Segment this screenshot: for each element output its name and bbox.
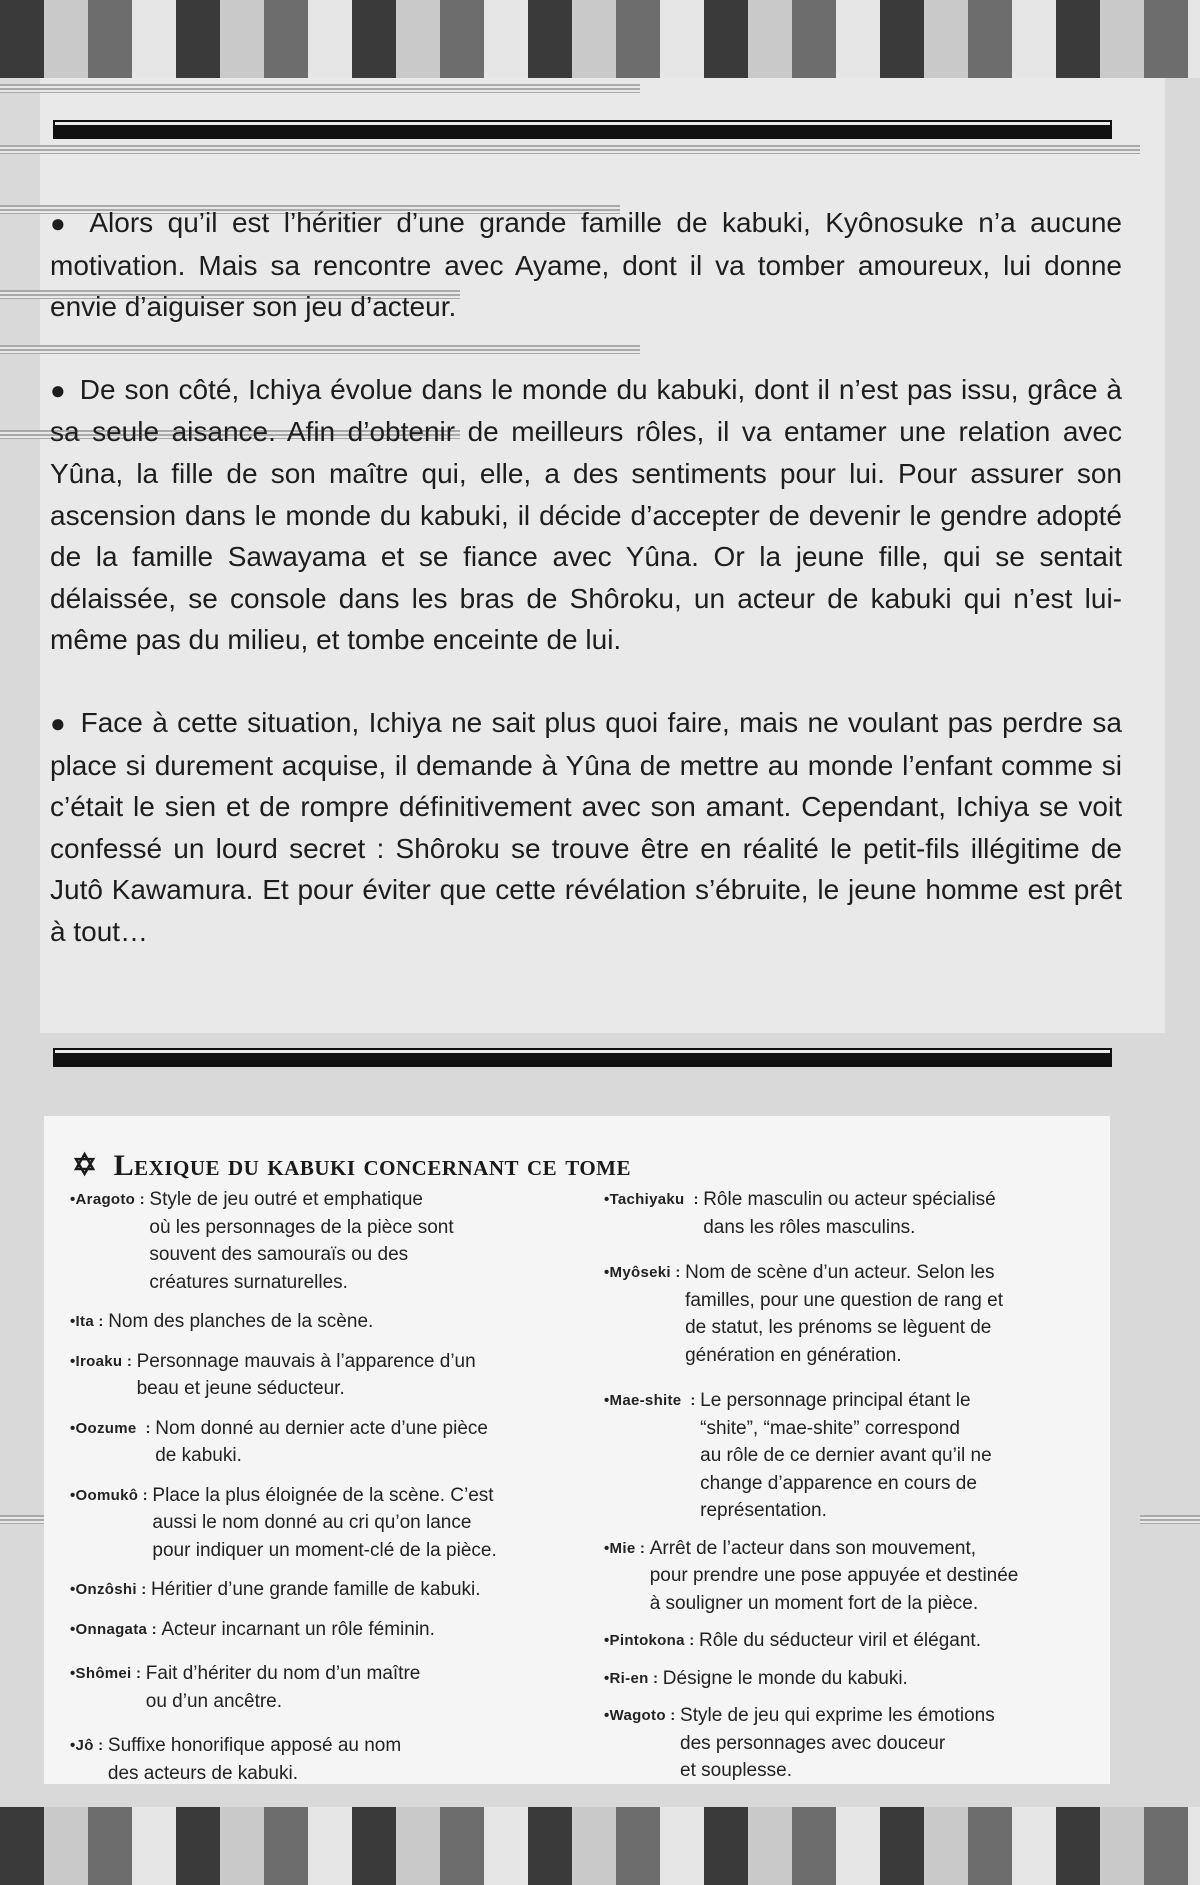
lexicon-entry (604, 1259, 1104, 1369)
lexicon-definition: Place la plus éloignée de la scène. C’est aussi le nom donné au cri qu’on lance pour indiquer un moment-clé de la pièce. (152, 1484, 497, 1561)
lexicon-term: •Oozume : (70, 1419, 156, 1437)
bullet-icon: ● (50, 374, 67, 405)
lexicon-term: •Tachiyaku : (604, 1191, 704, 1208)
lexicon-column-right (604, 1186, 1104, 1785)
lexicon-definition: Nom des planches de la scène. (108, 1311, 374, 1332)
lexicon-entry (604, 1535, 1104, 1618)
lexicon-entry (604, 1627, 1104, 1655)
bottom-divider-rule (55, 1050, 1110, 1065)
decor-stripes (0, 145, 1140, 154)
lexicon-term: •Onnagata : (70, 1620, 162, 1638)
lexicon-term: •Ri-en : (604, 1669, 663, 1687)
story-paragraph: ● Face à cette situation, Ichiya ne sait plus quoi faire, mais ne voulant pas perdre sa place si durement acquise, il demande à Yûna de mettre au monde l’enfant comme si c’était le sien et de rompre définitivement avec son amant. Cependant, Ichiya se voit confessé un lourd secret : Shôroku se trouve être en réalité le petit-fils illégitime de Jutô Kawamura. Et pour éviter que cette révélation s’ébruite, le jeune homme est prêt à tout… (50, 706, 1122, 947)
bottom-pattern-band (0, 1807, 1200, 1885)
lexicon-term: •Myôseki : (604, 1264, 686, 1281)
lexicon-definition: Nom donné au dernier acte d’une pièce de kabuki. (155, 1417, 488, 1466)
lexicon-term: •Onzôshi : (70, 1581, 152, 1598)
lexicon-term: •Jô : (70, 1737, 108, 1754)
lexicon-definition: Style de jeu outré et emphatique où les personnages de la pièce sont souvent des samouraïs ou des créatures surnaturelles. (149, 1189, 454, 1293)
lexicon-definition: Le personnage principal étant le “shite”, “mae-shite” correspond au rôle de ce dernier avant qu’il ne change d’apparence en cours de représentation. (700, 1390, 992, 1521)
lexicon-definition: Fait d’hériter du nom d’un maître ou d’un ancêtre. (145, 1663, 421, 1712)
lexicon-definition: Rôle du séducteur viril et élégant. (698, 1630, 981, 1651)
top-divider-rule (55, 122, 1110, 137)
lexicon-entry (604, 1702, 1104, 1785)
top-pattern-band (0, 0, 1200, 78)
lexicon-entry (70, 1732, 626, 1787)
lexicon-box (44, 1116, 1110, 1784)
lexicon-definition: Style de jeu qui exprime les émotions des personnages avec douceur et souplesse. (680, 1705, 995, 1781)
lexicon-term: •Mie : (604, 1539, 650, 1557)
lexicon-term: •Mae-shite : (604, 1392, 701, 1409)
lexicon-term: •Oomukô : (70, 1486, 153, 1504)
lexicon-definition: Personnage mauvais à l’apparence d’un beau et jeune séducteur. (136, 1350, 476, 1399)
decor-stripes (1140, 1515, 1200, 1524)
star-icon: ✡ (72, 1149, 98, 1182)
bullet-icon: ● (50, 707, 68, 738)
lexicon-definition: Suffixe honorifique apposé au nom des acteurs de kabuki. (107, 1735, 402, 1784)
lexicon-title: ✡ Lexique du kabuki concernant ce tome (72, 1149, 631, 1182)
lexicon-definition: Rôle masculin ou acteur spécialisé dans les rôles masculins. (703, 1189, 996, 1238)
story-paragraph: ● Alors qu’il est l’héritier d’une grande famille de kabuki, Kyônosuke n’a aucune motivation. Mais sa rencontre avec Ayame, dont il va tomber amoureux, lui donne envie d’aiguiser son jeu d’acteur. (50, 207, 1122, 323)
lexicon-entry (70, 1348, 626, 1403)
lexicon-term: •Pintokona : (604, 1632, 699, 1649)
lexicon-definition: Désigne le monde du kabuki. (662, 1667, 908, 1689)
bullet-icon: ● (50, 208, 73, 238)
lexicon-column-left (70, 1186, 626, 1787)
lexicon-term: •Iroaku : (70, 1352, 137, 1370)
lexicon-entry (604, 1665, 1104, 1693)
lexicon-entry (70, 1660, 626, 1715)
lexicon-entry (70, 1415, 626, 1470)
story-summary (50, 202, 1122, 994)
lexicon-term: •Aragoto : (70, 1191, 150, 1208)
lexicon-term: •Wagoto : (604, 1707, 681, 1724)
lexicon-entry (70, 1576, 626, 1604)
lexicon-entry (604, 1186, 1104, 1241)
lexicon-definition: Acteur incarnant un rôle féminin. (161, 1618, 435, 1640)
lexicon-entry (70, 1308, 626, 1336)
decor-stripes (0, 84, 640, 93)
lexicon-term: •Ita : (70, 1313, 109, 1330)
story-paragraph: ● De son côté, Ichiya évolue dans le monde du kabuki, dont il n’est pas issu, grâce à sa seule aisance. Afin d’obtenir de meilleurs rôles, il va entamer une relation avec Yûna, la fille de son maître qui, elle, a des sentiments pour lui. Pour assurer son ascension dans le monde du kabuki, il décide d’accepter de devenir le gendre adopté de la famille Sawayama et se fiance avec Yûna. Or la jeune fille, qui se sentait délaissée, se console dans les bras de Shôroku, un acteur de kabuki qui n’est lui-même pas du milieu, et tombe enceinte de lui. (50, 373, 1122, 656)
lexicon-entry (70, 1186, 626, 1296)
lexicon-definition: Héritier d’une grande famille de kabuki. (151, 1579, 481, 1600)
lexicon-entry (70, 1616, 626, 1644)
lexicon-entry (604, 1387, 1104, 1525)
lexicon-entry (70, 1482, 626, 1565)
lexicon-definition: Arrêt de l’acteur dans son mouvement, pour prendre une pose appuyée et destinée à souligner un moment fort de la pièce. (649, 1537, 1019, 1614)
lexicon-term: •Shômei : (70, 1665, 146, 1682)
lexicon-definition: Nom de scène d’un acteur. Selon les familles, pour une question de rang et de statut, les prénoms se lèguent de génération en génération. (685, 1262, 1004, 1366)
